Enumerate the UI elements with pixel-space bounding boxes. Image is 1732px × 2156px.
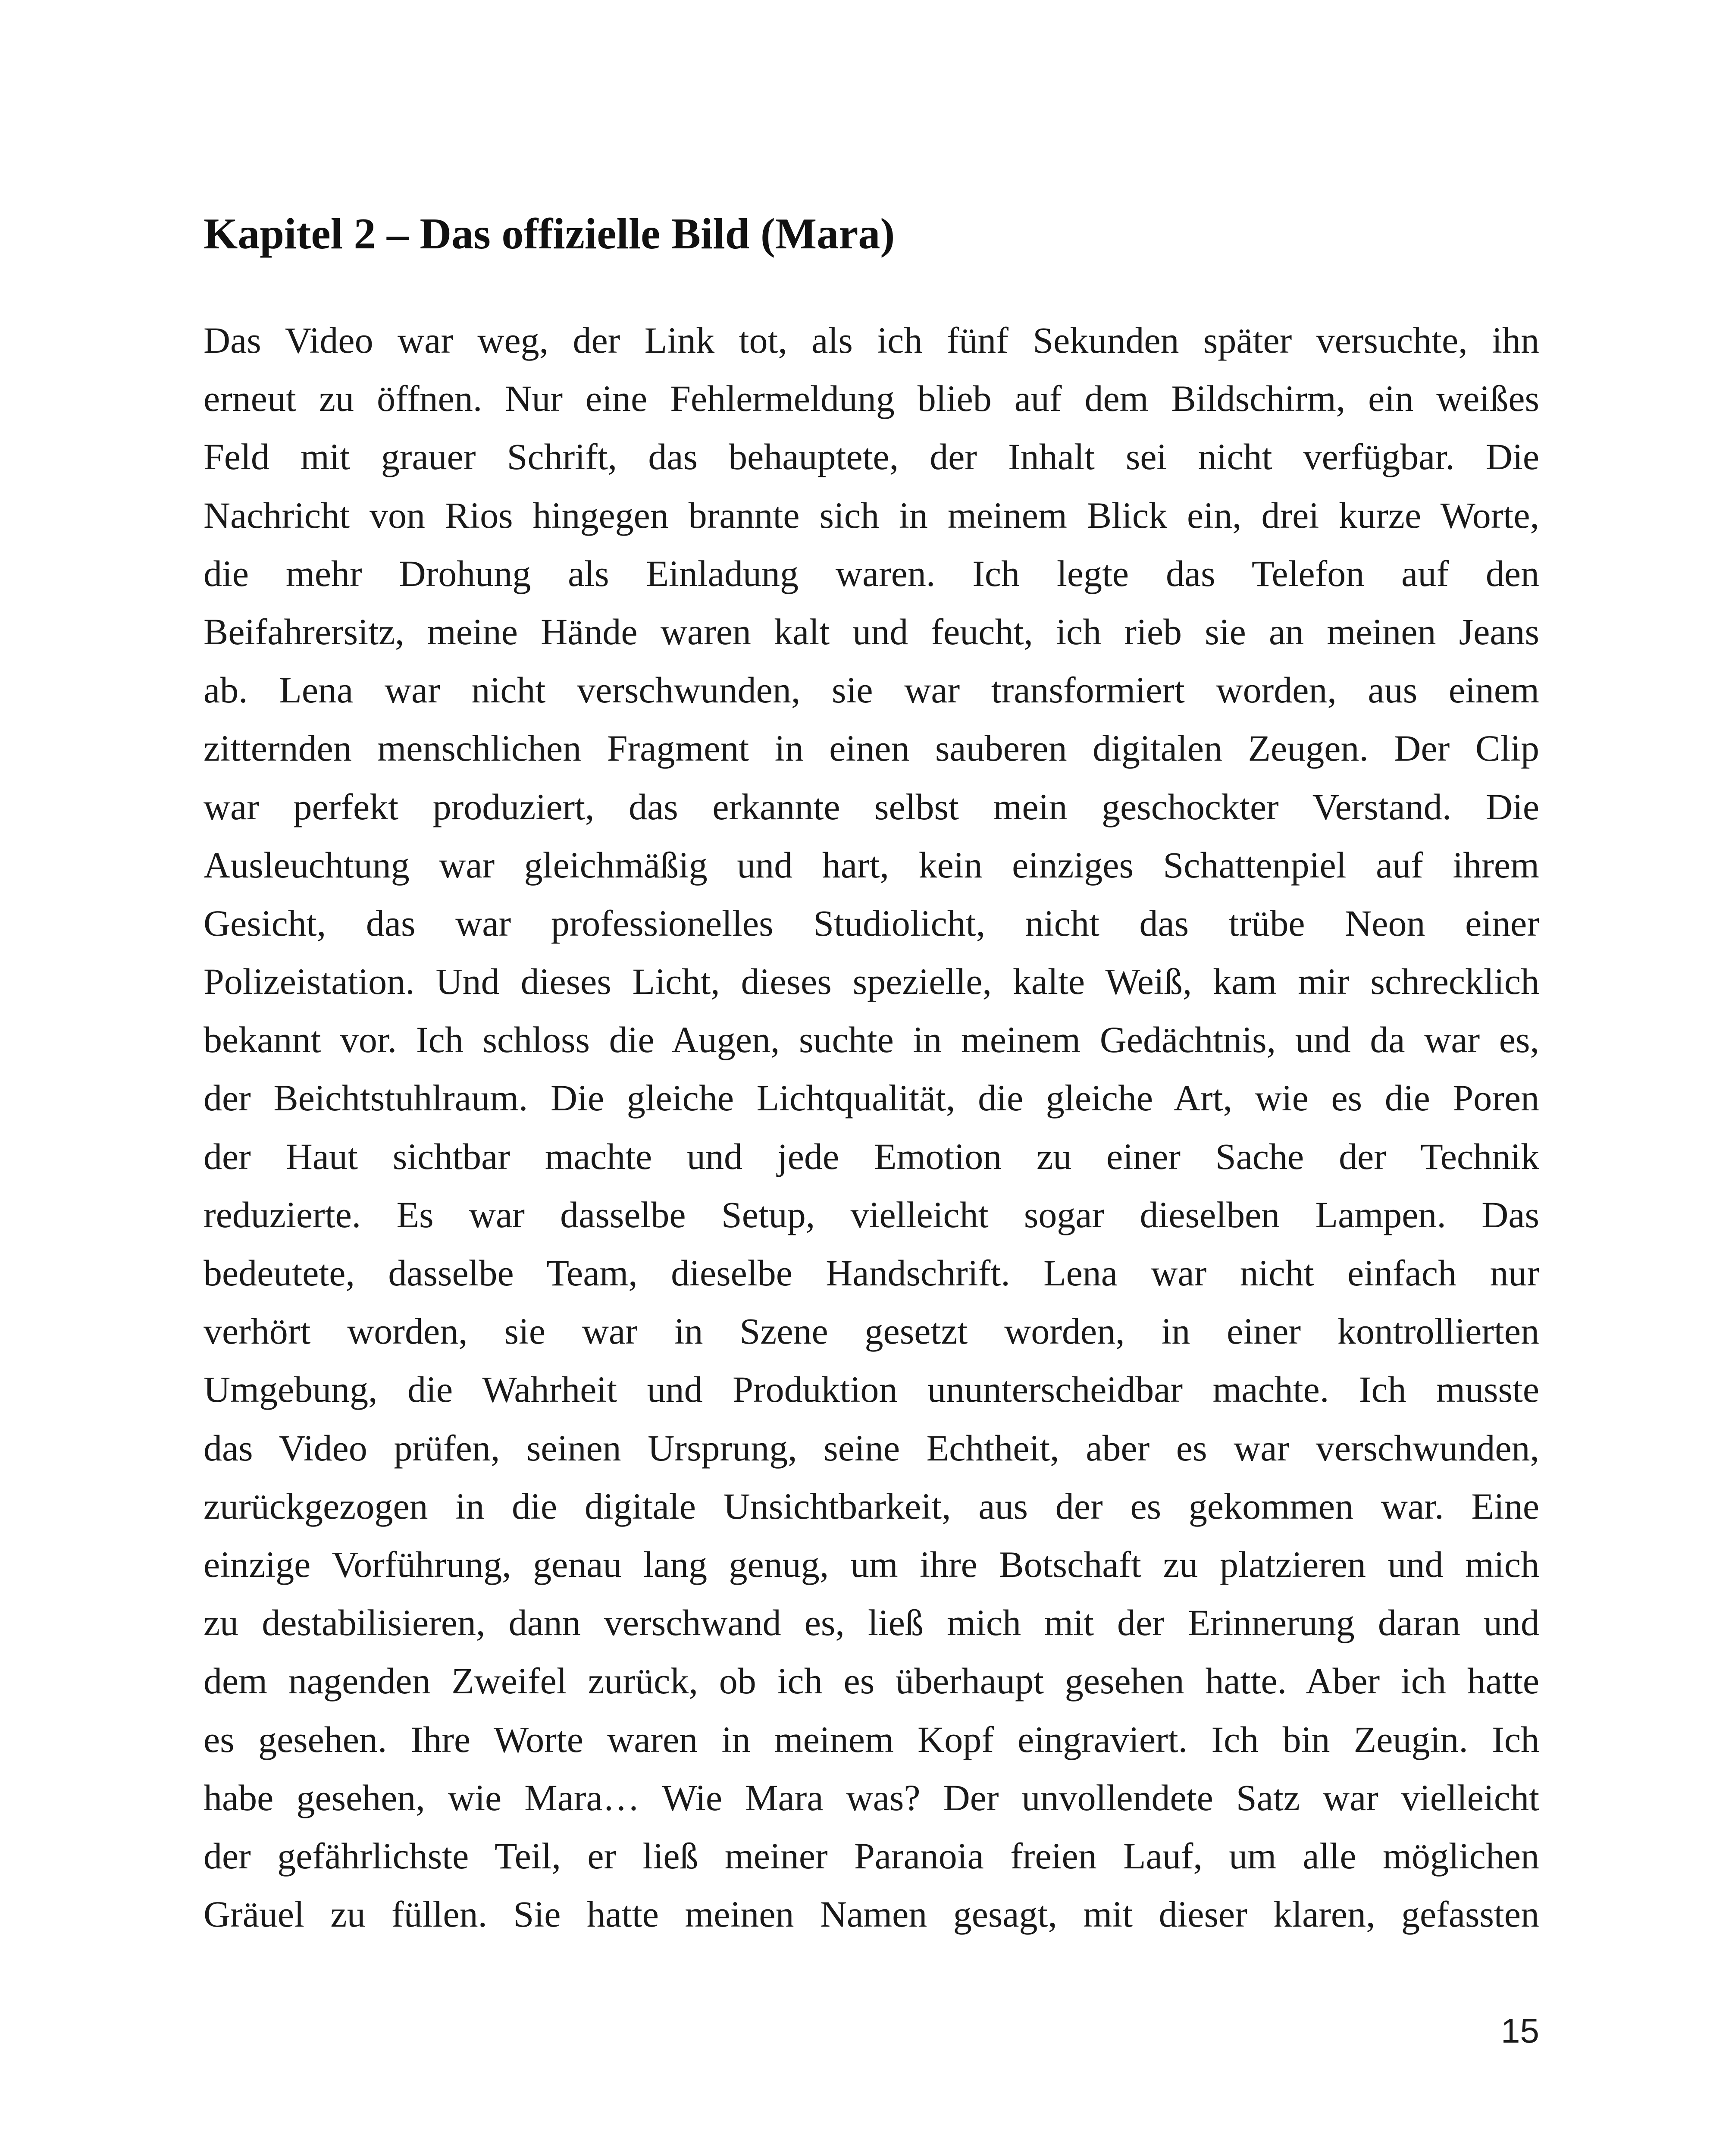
text-line: einzige Vorführung, genau lang genug, um ihre Botschaft zu platzieren und mich <box>204 1543 1539 1585</box>
text-line: Umgebung, die Wahrheit und Produktion ununterscheidbar machte. Ich musste <box>204 1369 1539 1410</box>
text-line: das Video prüfen, seinen Ursprung, seine Echtheit, aber es war verschwunden, <box>204 1427 1539 1469</box>
text-line: die mehr Drohung als Einladung waren. Ich legte das Telefon auf den <box>204 552 1539 594</box>
text-line: habe gesehen, wie Mara… Wie Mara was? Der unvollendete Satz war vielleicht <box>204 1777 1539 1818</box>
text-line: Das Video war weg, der Link tot, als ich fünf Sekunden später versuchte, ihn <box>204 320 1539 361</box>
text-line: zu destabilisieren, dann verschwand es, ließ mich mit der Erinnerung daran und <box>204 1602 1539 1644</box>
text-line: zurückgezogen in die digitale Unsichtbarkeit, aus der es gekommen war. Eine <box>204 1485 1539 1527</box>
text-line: Polizeistation. Und dieses Licht, dieses spezielle, kalte Weiß, kam mir schrecklich <box>204 961 1539 1003</box>
text-line: erneut zu öffnen. Nur eine Fehlermeldung blieb auf dem Bildschirm, ein weißes <box>204 378 1539 420</box>
text-line: Beifahrersitz, meine Hände waren kalt und feucht, ich rieb sie an meinen Jeans <box>204 611 1539 652</box>
text-line: Ausleuchtung war gleichmäßig und hart, kein einziges Schattenpiel auf ihrem <box>204 844 1539 886</box>
text-line: bedeutete, dasselbe Team, dieselbe Handschrift. Lena war nicht einfach nur <box>204 1252 1539 1294</box>
text-line: der Beichtstuhlraum. Die gleiche Lichtqualität, die gleiche Art, wie es die Poren <box>204 1077 1539 1119</box>
text-line: bekannt vor. Ich schloss die Augen, suchte in meinem Gedächtnis, und da war es, <box>204 1019 1539 1061</box>
text-line: der gefährlichste Teil, er ließ meiner Paranoia freien Lauf, um alle möglichen <box>204 1835 1539 1877</box>
chapter-heading: Kapitel 2 – Das offizielle Bild (Mara) <box>204 210 895 258</box>
text-line: Gesicht, das war professionelles Studiolicht, nicht das trübe Neon einer <box>204 902 1539 944</box>
text-line: ab. Lena war nicht verschwunden, sie war transformiert worden, aus einem <box>204 669 1539 711</box>
text-line: der Haut sichtbar machte und jede Emotion zu einer Sache der Technik <box>204 1135 1539 1177</box>
text-line: Feld mit grauer Schrift, das behauptete, der Inhalt sei nicht verfügbar. Die <box>204 436 1539 478</box>
text-line: war perfekt produziert, das erkannte selbst mein geschockter Verstand. Die <box>204 786 1539 827</box>
page-number: 15 <box>1501 2012 1539 2050</box>
text-line: verhört worden, sie war in Szene gesetzt worden, in einer kontrollierten <box>204 1310 1539 1352</box>
body-paragraph <box>204 311 1539 1943</box>
text-line: dem nagenden Zweifel zurück, ob ich es überhaupt gesehen hatte. Aber ich hatte <box>204 1660 1539 1702</box>
text-line: es gesehen. Ihre Worte waren in meinem Kopf eingraviert. Ich bin Zeugin. Ich <box>204 1718 1539 1760</box>
text-line: Nachricht von Rios hingegen brannte sich in meinem Blick ein, drei kurze Worte, <box>204 494 1539 536</box>
text-line: Gräuel zu füllen. Sie hatte meinen Namen gesagt, mit dieser klaren, gefassten <box>204 1893 1539 1935</box>
text-line: zitternden menschlichen Fragment in einen sauberen digitalen Zeugen. Der Clip <box>204 727 1539 769</box>
text-line: reduzierte. Es war dasselbe Setup, vielleicht sogar dieselben Lampen. Das <box>204 1194 1539 1235</box>
